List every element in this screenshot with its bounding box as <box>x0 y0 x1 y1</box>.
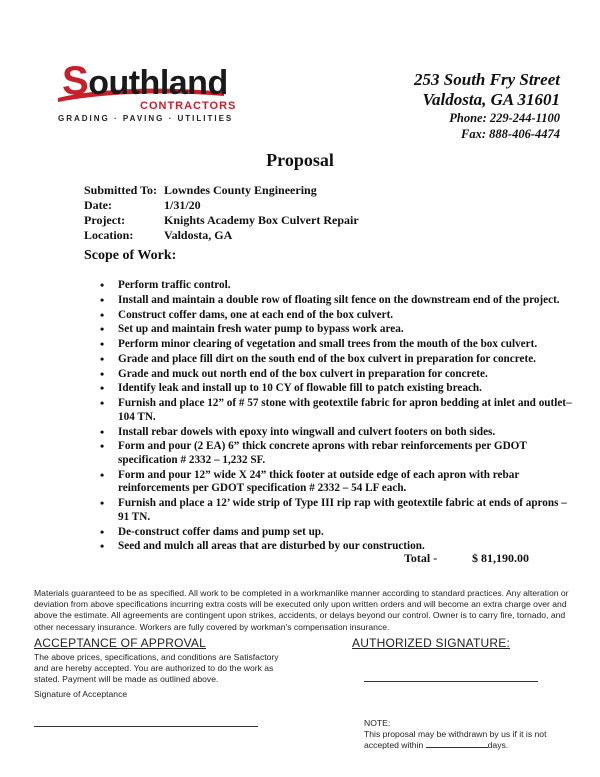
info-label: Date: <box>84 198 112 212</box>
address-street: 253 South Fry Street <box>414 70 560 89</box>
note-days-line <box>364 739 574 751</box>
info-label: Location: <box>84 228 134 242</box>
company-address <box>414 70 560 142</box>
authorized-signature-line[interactable] <box>364 681 538 682</box>
total-amount: $ 81,190.00 <box>472 551 529 565</box>
info-row-date <box>84 198 359 213</box>
logo-tagline: GRADING · PAVING · UTILITIES <box>58 114 234 123</box>
info-value: Valdosta, GA <box>164 228 233 242</box>
info-row-submitted <box>84 183 359 198</box>
scope-item: • Perform minor clearing of vegetation and small trees from the mouth of the box culvert. <box>104 338 574 352</box>
address-city: Valdosta, GA 31601 <box>422 90 560 109</box>
terms-text: Materials guaranteed to be as specified. All work to be completed in a workmanlike manner according to standard practices. Any alteration or deviation from above specifications incurring extra costs will be executed only upon written orders and will become an extra charge over and above the estimate. All agreements are contingent upon strikes, accidents, or delays beyond our control. Owner is to carry fire, tornado, and other necessary insurance. Workers are fully covered by workman's compensation insurance. <box>34 588 569 632</box>
scope-list <box>104 279 574 555</box>
note-accepted-text: accepted within <box>364 740 424 750</box>
scope-item: • De-construct coffer dams and pump set up. <box>104 526 574 540</box>
withdrawal-note <box>364 718 574 751</box>
scope-item: • Perform traffic control. <box>104 279 574 293</box>
acceptance-heading: ACCEPTANCE OF APPROVAL <box>34 636 206 650</box>
authorized-signature-heading: AUTHORIZED SIGNATURE: <box>352 636 510 650</box>
info-label: Project: <box>84 213 126 227</box>
address-fax: Fax: 888-406-4474 <box>461 127 560 141</box>
document-title: Proposal <box>266 150 334 170</box>
note-label: NOTE: <box>364 718 391 728</box>
info-value: 1/31/20 <box>164 198 201 212</box>
scope-item: • Grade and place fill dirt on the south end of the box culvert in preparation for concrete. <box>104 353 574 367</box>
scope-heading: Scope of Work: <box>84 248 177 263</box>
proposal-info <box>84 183 359 243</box>
scope-item: • Seed and mulch all areas that are disturbed by our construction. <box>104 540 574 554</box>
logo-subtitle: CONTRACTORS <box>140 100 237 112</box>
note-days-text: days. <box>487 740 509 750</box>
scope-item: • Install rebar dowels with epoxy into wingwall and culvert footers on both sides. <box>104 426 574 440</box>
info-label: Submitted To: <box>84 183 158 197</box>
scope-item: • Construct coffer dams, one at each end of the box culvert. <box>104 309 574 323</box>
total-label: Total - <box>404 551 438 565</box>
info-value: Knights Academy Box Culvert Repair <box>164 213 359 227</box>
scope-item: • Form and pour (2 EA) 6” thick concrete aprons with rebar reinforcements per GDOT specification # 2332 – 1,232 SF. <box>104 440 574 467</box>
logo-wordmark: Southland <box>62 59 228 103</box>
note-line: This proposal may be withdrawn by us if it is not <box>364 728 547 739</box>
info-row-project <box>84 213 359 228</box>
signature-acceptance-label: Signature of Acceptance <box>34 689 128 699</box>
scope-item: • Install and maintain a double row of floating silt fence on the downstream end of the project. <box>104 294 574 308</box>
scope-item: • Furnish and place a 12’ wide strip of Type III rip rap with geotextile fabric at ends of aprons – 91 TN. <box>104 497 574 524</box>
scope-item: • Form and pour 12” wide X 24” thick footer at outside edge of each apron with rebar reinforcements per GDOT specification # 2332 – 54 LF each. <box>104 469 574 496</box>
company-logo <box>56 59 237 126</box>
scope-item: • Furnish and place 12” of # 57 stone with geotextile fabric for apron bedding at inlet and outlet– 104 TN. <box>104 397 574 424</box>
scope-item: • Grade and muck out north end of the box culvert in preparation for concrete. <box>104 368 574 382</box>
info-row-location <box>84 228 359 243</box>
acceptance-signature-line[interactable] <box>34 726 258 727</box>
acceptance-text: The above prices, specifications, and conditions are Satisfactory and are hereby accepted. You are authorized to do the work as stated. Payment will be made as outlined above. <box>34 652 279 684</box>
scope-item: • Identify leak and install up to 10 CY of flowable fill to patch existing breach. <box>104 382 574 396</box>
scope-item: • Set up and maintain fresh water pump to bypass work area. <box>104 323 574 337</box>
days-blank-field[interactable] <box>426 739 488 748</box>
address-phone: Phone: 229-244-1100 <box>449 111 560 125</box>
info-value: Lowndes County Engineering <box>164 183 317 197</box>
